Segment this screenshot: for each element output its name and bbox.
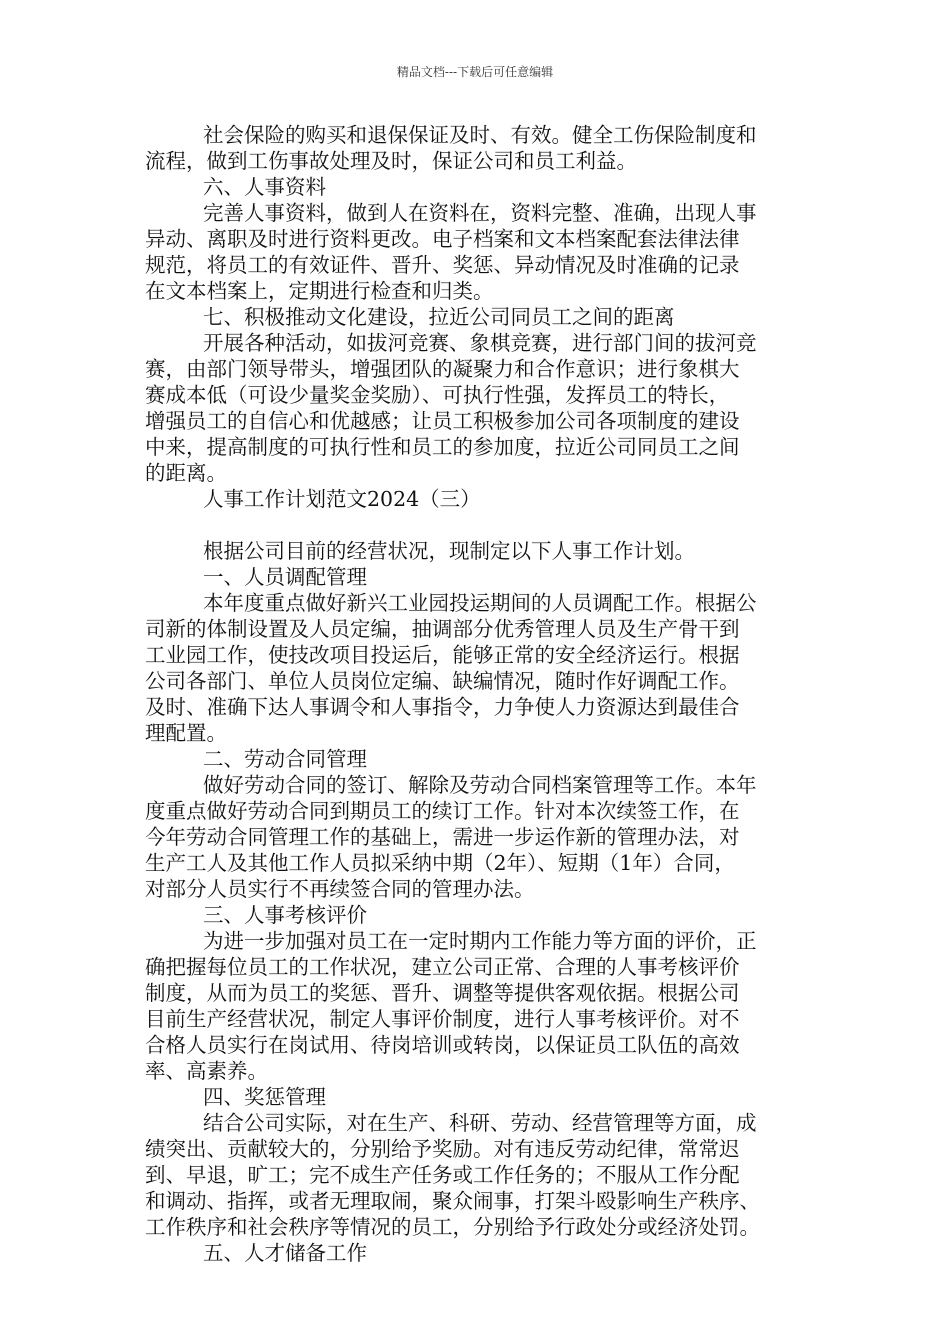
text-line: 四、奖惩管理 bbox=[203, 1085, 326, 1109]
blank-line bbox=[145, 512, 810, 538]
text-line: 中来，提高制度的可执行性和员工的参加度，拉近公司同员工之间 bbox=[145, 435, 740, 459]
text-line: 赛，由部门领导带头，增强团队的凝聚力和合作意识；进行象棋大 bbox=[145, 357, 740, 381]
text-line: 工作秩序和社会秩序等情况的员工，分别给予行政处分或经济处罚。 bbox=[145, 1215, 760, 1239]
text-line: 工业园工作，使技改项目投运后，能够正常的安全经济运行。根据 bbox=[145, 643, 740, 667]
text-line: 开展各种活动，如拔河竞赛、象棋竞赛，进行部门间的拔河竞 bbox=[203, 331, 757, 355]
text-line: 人事工作计划范文2024（三） bbox=[203, 487, 481, 511]
text-line: 制度，从而为员工的奖惩、晋升、调整等提供客观依据。根据公司 bbox=[145, 981, 740, 1005]
text-line: 理配置。 bbox=[145, 721, 227, 745]
text-line: 司新的体制设置及人员定编，抽调部分优秀管理人员及生产骨干到 bbox=[145, 617, 740, 641]
text-line: 的距离。 bbox=[145, 461, 227, 485]
text-line: 度重点做好劳动合同到期员工的续订工作。针对本次续签工作，在 bbox=[145, 799, 740, 823]
text-line: 及时、准确下达人事调令和人事指令，力争使人力资源达到最佳合 bbox=[145, 695, 740, 719]
text-line: 三、人事考核评价 bbox=[203, 903, 367, 927]
text-line: 增强员工的自信心和优越感；让员工积极参加公司各项制度的建设 bbox=[145, 409, 740, 433]
text-line: 在文本档案上，定期进行检查和归类。 bbox=[145, 279, 494, 303]
text-line: 规范，将员工的有效证件、晋升、奖惩、异动情况及时准确的记录 bbox=[145, 253, 740, 277]
text-line: 七、积极推动文化建设，拉近公司同员工之间的距离 bbox=[203, 305, 675, 329]
text-line: 和调动、指挥，或者无理取闹，聚众闹事，打架斗殴影响生产秩序、 bbox=[145, 1189, 760, 1213]
text-line: 六、人事资料 bbox=[203, 175, 326, 199]
text-line: 生产工人及其他工作人员拟采纳中期（2年）、短期（1年）合同， bbox=[145, 851, 735, 875]
text-line: 根据公司目前的经营状况，现制定以下人事工作计划。 bbox=[203, 539, 695, 563]
text-line: 对部分人员实行不再续签合同的管理办法。 bbox=[145, 877, 535, 901]
text-line: 完善人事资料，做到人在资料在，资料完整、准确，出现人事 bbox=[203, 201, 757, 225]
text-line: 流程，做到工伤事故处理及时，保证公司和员工利益。 bbox=[145, 149, 637, 173]
text-line: 一、人员调配管理 bbox=[203, 565, 367, 589]
text-line: 做好劳动合同的签订、解除及劳动合同档案管理等工作。本年 bbox=[203, 773, 757, 797]
text-line: 绩突出、贡献较大的，分别给予奖励。对有违反劳动纪律，常常迟 bbox=[145, 1137, 740, 1161]
text-line: 结合公司实际，对在生产、科研、劳动、经营管理等方面，成 bbox=[203, 1111, 757, 1135]
text-line: 本年度重点做好新兴工业园投运期间的人员调配工作。根据公 bbox=[203, 591, 757, 615]
text-line: 确把握每位员工的工作状况，建立公司正常、合理的人事考核评价 bbox=[145, 955, 740, 979]
page-header: 精品文档---下载后可任意编辑 bbox=[396, 65, 554, 79]
text-line: 异动、离职及时进行资料更改。电子档案和文本档案配套法律法律 bbox=[145, 227, 740, 251]
text-line: 今年劳动合同管理工作的基础上，需进一步运作新的管理办法，对 bbox=[145, 825, 740, 849]
text-line: 公司各部门、单位人员岗位定编、缺编情况，随时作好调配工作。 bbox=[145, 669, 740, 693]
text-line: 赛成本低（可设少量奖金奖励）、可执行性强，发挥员工的特长， bbox=[145, 383, 730, 407]
text-line: 二、劳动合同管理 bbox=[203, 747, 367, 771]
text-line: 率、高素养。 bbox=[145, 1059, 268, 1083]
document-body bbox=[145, 122, 810, 1266]
text-line: 社会保险的购买和退保保证及时、有效。健全工伤保险制度和 bbox=[203, 123, 757, 147]
text-line: 五、人才储备工作 bbox=[203, 1241, 367, 1265]
text-line: 到、早退，旷工；完不成生产任务或工作任务的；不服从工作分配 bbox=[145, 1163, 740, 1187]
text-line: 合格人员实行在岗试用、待岗培训或转岗，以保证员工队伍的高效 bbox=[145, 1033, 740, 1057]
text-line: 为进一步加强对员工在一定时期内工作能力等方面的评价，正 bbox=[203, 929, 757, 953]
text-line: 目前生产经营状况，制定人事评价制度，进行人事考核评价。对不 bbox=[145, 1007, 740, 1031]
